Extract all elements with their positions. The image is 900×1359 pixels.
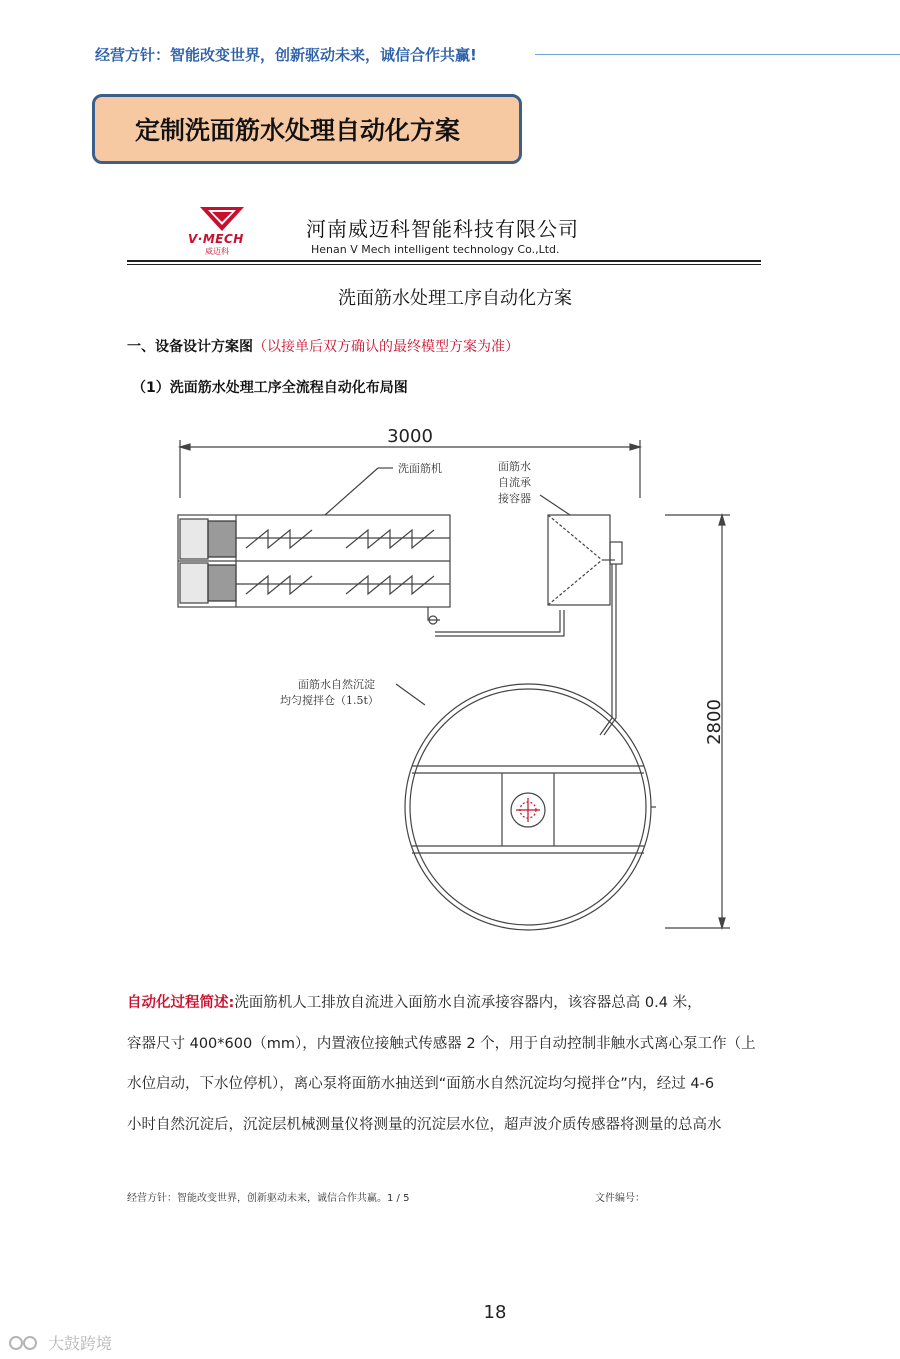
section-1-heading	[127, 336, 519, 356]
process-line-1-text: 洗面筋机人工排放自流进入面筋水自流承接容器内，该容器总高 0.4 米，	[234, 995, 702, 1011]
machine-label-text: 洗面筋机	[398, 462, 442, 475]
process-line-4: 小时自然沉淀后，沉淀层机械测量仪将测量的沉淀层水位，超声波介质传感器将测量的总高水	[127, 1116, 722, 1133]
page-number: 18	[483, 1302, 507, 1323]
machine-label	[325, 461, 442, 515]
banner-title-text: 定制洗面筋水处理自动化方案	[135, 116, 461, 145]
section-1-1-heading: （1）洗面筋水处理工序全流程自动化布局图	[132, 380, 408, 396]
section-1-label: 一、设备设计方案图	[127, 339, 253, 355]
process-lead: 自动化过程简述:	[127, 995, 235, 1011]
process-line-3: 水位启动，下水位停机），离心泵将面筋水抽送到“面筋水自然沉淀均匀搅拌仓”内，经过 4-6	[127, 1076, 715, 1092]
section-1-note: （以接单后双方确认的最终模型方案为准）	[253, 339, 519, 355]
receiver-label-line2: 自流承	[498, 476, 531, 489]
process-line-1	[127, 983, 767, 1024]
watermark-text: 大鼓跨境	[48, 1334, 113, 1353]
settling-tank	[405, 684, 656, 930]
header-rule	[535, 54, 900, 55]
document-title: 洗面筋水处理工序自动化方案	[338, 288, 572, 309]
logo-subtext: 威迈科	[205, 247, 229, 256]
logo-text: V·MECH	[188, 232, 244, 246]
receiver-label-line1: 面筋水	[498, 460, 531, 473]
gluten-washing-machine	[178, 515, 450, 624]
receiver-label-line3: 接容器	[498, 492, 531, 505]
tank-label-line1: 面筋水自然沉淀	[298, 678, 375, 691]
watermark-logo-icon	[8, 1333, 42, 1353]
layout-drawing	[150, 420, 770, 940]
footer-file-number: 文件编号：	[595, 1193, 645, 1204]
receiver-label	[498, 459, 570, 515]
width-dim-label: 3000	[387, 426, 433, 447]
height-dim-label: 2800	[704, 699, 725, 745]
footer-motto: 经营方针：智能改变世界，创新驱动未来，诚信合作共赢。1 / 5	[127, 1193, 410, 1204]
banner-title	[92, 94, 522, 164]
watermark	[8, 1331, 112, 1354]
process-description	[127, 983, 767, 1145]
header-motto: 经营方针：智能改变世界，创新驱动未来，诚信合作共赢!	[95, 46, 477, 64]
tank-label-line2: 均匀搅拌仓（1.5t）	[280, 694, 379, 707]
letterhead-rule-thin	[127, 264, 761, 265]
tank-label	[280, 677, 425, 707]
company-name-cn: 河南威迈科智能科技有限公司	[306, 217, 579, 241]
process-line-2: 容器尺寸 400*600（mm），内置液位接触式传感器 2 个，用于自动控制非触水式离心泵工作（上	[127, 1035, 756, 1052]
company-name-en: Henan V Mech intelligent technology Co.,Ltd.	[311, 243, 560, 256]
height-dimension	[665, 515, 730, 928]
letterhead-rule	[127, 260, 761, 262]
